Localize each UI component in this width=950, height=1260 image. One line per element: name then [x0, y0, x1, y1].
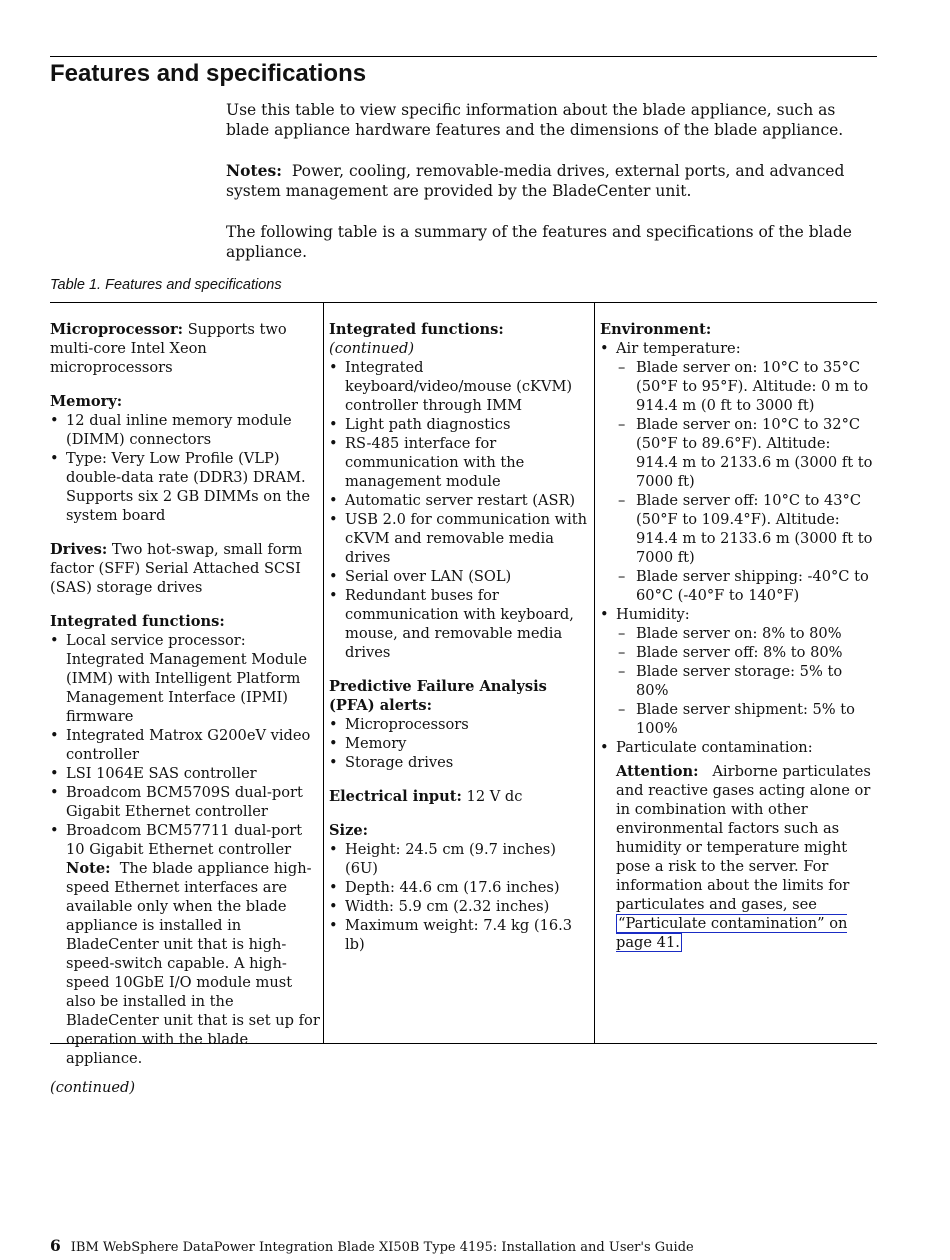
- list-item: • Integrated Matrox G200eV video controller: [50, 726, 320, 764]
- list-item: • Integrated keyboard/video/mouse (cKVM) controller through IMM: [329, 358, 591, 415]
- memory-label: Memory:: [50, 393, 123, 410]
- electrical-input-text: 12 V dc: [466, 788, 523, 805]
- list-item: • Automatic server restart (ASR): [329, 491, 591, 510]
- note-text: The blade appliance high-speed Ethernet interfaces are available only when the blade appliance is installed in BladeCenter unit that is high-speed-switch capable. A high-speed 10GbE I/O module must also be installed in the BladeCenter unit that is set up for operation with the blade appliance.: [66, 860, 320, 1067]
- attention-block: [600, 762, 875, 952]
- attention-text: Airborne particulates and reactive gases acting alone or in combination with other environmental factors such as humidity or temperature might pose a risk to the server. For information about the limits for particulates and gases, see: [616, 763, 871, 913]
- memory-list: [50, 411, 320, 525]
- microprocessor-text: Supports two multi-core Intel Xeon microprocessors: [50, 321, 287, 376]
- humidity-list: [616, 624, 875, 738]
- column-divider: [323, 302, 324, 1044]
- list-item: [600, 605, 875, 738]
- microprocessor-label: Microprocessor:: [50, 321, 184, 338]
- pfa-label: Predictive Failure Analysis (PFA) alerts:: [329, 678, 547, 714]
- list-item: – Blade server storage: 5% to 80%: [616, 662, 875, 700]
- drives-text: Two hot-swap, small form factor (SFF) Serial Attached SCSI (SAS) storage drives: [50, 541, 303, 596]
- list-item: • Microprocessors: [329, 715, 591, 734]
- list-item: • 12 dual inline memory module (DIMM) connectors: [50, 411, 320, 449]
- list-item: – Blade server off: 10°C to 43°C (50°F to 109.4°F). Altitude: 914.4 m to 2133.6 m (3000 ft to 7000 ft): [616, 491, 875, 567]
- list-item: – Blade server off: 8% to 80%: [616, 643, 875, 662]
- table-column-2: [329, 320, 591, 969]
- list-item: • Serial over LAN (SOL): [329, 567, 591, 586]
- integrated-functions-block: [50, 612, 320, 1068]
- list-item: • USB 2.0 for communication with cKVM and removable media drives: [329, 510, 591, 567]
- list-item: • Storage drives: [329, 753, 591, 772]
- microprocessor-block: [50, 320, 320, 377]
- footer-title: IBM WebSphere DataPower Integration Blade XI50B Type 4195: Installation and User's Guide: [70, 1240, 694, 1255]
- air-temperature-label: Air temperature:: [616, 340, 741, 357]
- list-item: • Depth: 44.6 cm (17.6 inches): [329, 878, 591, 897]
- drives-block: [50, 540, 320, 597]
- continued-label: (continued): [50, 1079, 136, 1096]
- integrated-functions-label: Integrated functions:: [329, 321, 504, 338]
- notes-paragraph: [226, 161, 881, 201]
- list-item: • Width: 5.9 cm (2.32 inches): [329, 897, 591, 916]
- note-block: [50, 859, 320, 1068]
- pfa-list: [329, 715, 591, 772]
- notes-text: Power, cooling, removable-media drives, external ports, and advanced system management are provided by the BladeCenter unit.: [226, 162, 845, 200]
- integrated-functions-continued-block: [329, 320, 591, 662]
- list-item: • Broadcom BCM57711 dual-port 10 Gigabit Ethernet controller: [50, 821, 320, 859]
- integrated-functions-list: [329, 358, 591, 662]
- integrated-functions-label: Integrated functions:: [50, 613, 225, 630]
- list-item: – Blade server on: 10°C to 32°C (50°F to 89.6°F). Altitude: 914.4 m to 2133.6 m (3000 ft to 7000 ft): [616, 415, 875, 491]
- size-label: Size:: [329, 822, 369, 839]
- list-item: [600, 738, 875, 757]
- air-temperature-list: [616, 358, 875, 605]
- intro-section: [226, 100, 881, 283]
- drives-label: Drives:: [50, 541, 108, 558]
- list-item: [600, 339, 875, 605]
- table-column-3: [600, 320, 875, 952]
- attention-label: Attention:: [616, 763, 699, 780]
- list-item: • Maximum weight: 7.4 kg (16.3 lb): [329, 916, 591, 954]
- top-rule: [50, 56, 877, 57]
- list-item: • Local service processor: Integrated Management Module (IMM) with Intelligent Platform Management Interface (IPMI) firmware: [50, 631, 320, 726]
- list-item: • LSI 1064E SAS controller: [50, 764, 320, 783]
- summary-paragraph: The following table is a summary of the features and specifications of the blade appliance.: [226, 223, 852, 261]
- list-item: • Height: 24.5 cm (9.7 inches) (6U): [329, 840, 591, 878]
- list-item: – Blade server shipment: 5% to 100%: [616, 700, 875, 738]
- list-item: • Redundant buses for communication with keyboard, mouse, and removable media drives: [329, 586, 591, 662]
- continued-label: (continued): [329, 340, 415, 357]
- electrical-input-label: Electrical input:: [329, 788, 462, 805]
- table-top-border: [50, 302, 877, 303]
- intro-paragraph: Use this table to view specific information about the blade appliance, such as blade appliance hardware features and the dimensions of the blade appliance.: [226, 101, 844, 139]
- list-item: – Blade server shipping: -40°C to 60°C (-40°F to 140°F): [616, 567, 875, 605]
- notes-label: Notes:: [226, 161, 282, 180]
- note-label: Note:: [66, 860, 111, 877]
- environment-list: [600, 339, 875, 757]
- page-number: 6: [50, 1236, 61, 1255]
- humidity-label: Humidity:: [616, 606, 690, 623]
- size-block: [329, 821, 591, 954]
- size-list: [329, 840, 591, 954]
- electrical-input-block: [329, 787, 591, 806]
- list-item: • Memory: [329, 734, 591, 753]
- list-item: • Light path diagnostics: [329, 415, 591, 434]
- pfa-block: [329, 677, 591, 772]
- list-item: • Broadcom BCM5709S dual-port Gigabit Ethernet controller: [50, 783, 320, 821]
- column-divider: [594, 302, 595, 1044]
- list-item: • RS-485 interface for communication with the management module: [329, 434, 591, 491]
- list-item: – Blade server on: 8% to 80%: [616, 624, 875, 643]
- list-item: • Type: Very Low Profile (VLP) double-data rate (DDR3) DRAM. Supports six 2 GB DIMMs on the system board: [50, 449, 320, 525]
- environment-label: Environment:: [600, 321, 712, 338]
- particulate-contamination-link[interactable]: “Particulate contamination” on page 41.: [616, 915, 848, 951]
- table-column-1: [50, 320, 320, 1097]
- list-item: – Blade server on: 10°C to 35°C (50°F to 95°F). Altitude: 0 m to 914.4 m (0 ft to 3000 ft): [616, 358, 875, 415]
- page-title: Features and specifications: [50, 60, 367, 87]
- memory-block: [50, 392, 320, 525]
- integrated-functions-list: [50, 631, 320, 859]
- particulate-label: Particulate contamination:: [616, 739, 813, 756]
- table-caption: Table 1. Features and specifications: [50, 277, 282, 293]
- page-footer: [50, 1236, 694, 1255]
